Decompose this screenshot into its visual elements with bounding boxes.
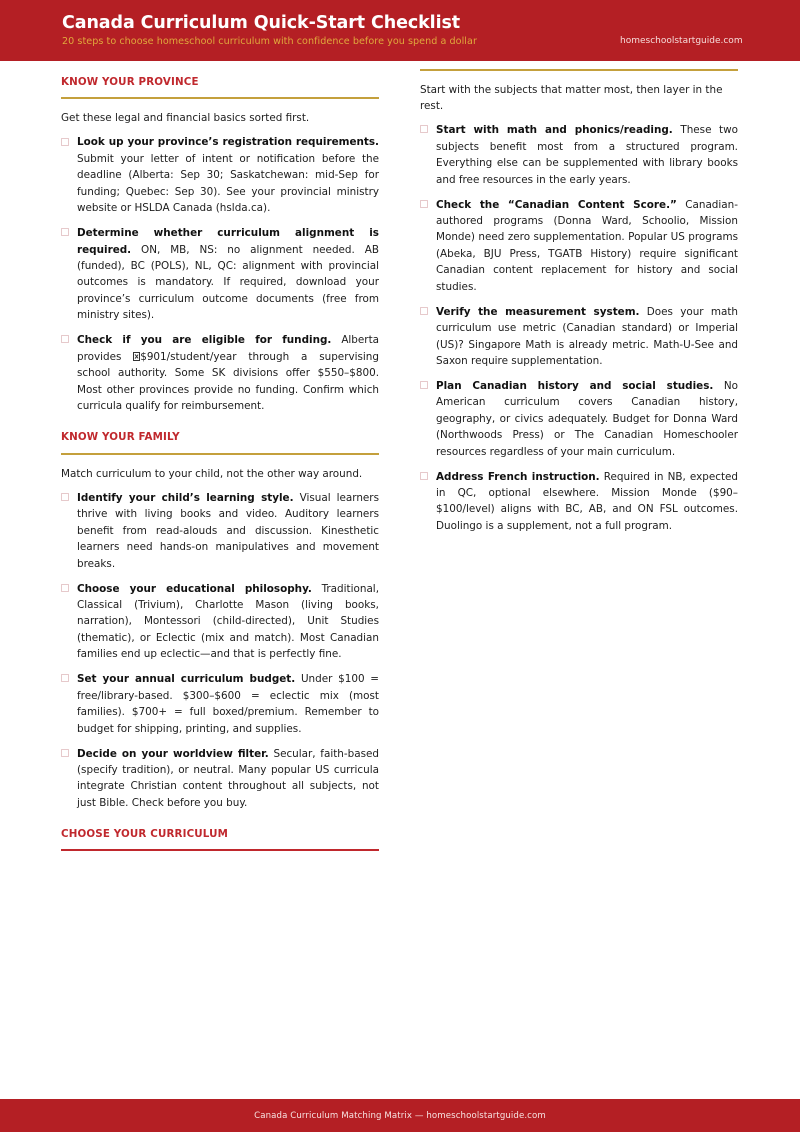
header-site-url: homeschoolstartguide.com [620, 36, 743, 46]
section-intro-text: Match curriculum to your child, not the other way around. [61, 467, 363, 480]
checklist [61, 134, 379, 414]
checklist-item-body: Does your math curriculum use metric (Canadian standard) or Imperial (US)? Singapore Math is already metric. Math-U-See and Saxon require supplementation. [436, 305, 738, 367]
section-choose-your-curriculum-continued [420, 69, 738, 534]
checklist-item[interactable] [61, 490, 379, 572]
page-footer-banner [0, 1099, 800, 1132]
section-divider-rule [61, 453, 379, 455]
checklist-item[interactable] [61, 225, 379, 324]
missing-glyph-box-icon [133, 352, 139, 360]
checklist-item-body-pre: Alberta provides [77, 334, 380, 363]
checkbox-icon[interactable] [420, 472, 428, 480]
section-heading: CHOOSE YOUR CURRICULUM [61, 828, 229, 841]
footer-text: Canada Curriculum Matching Matrix — homeschoolstartguide.com [254, 1110, 546, 1121]
section-know-your-province [61, 77, 379, 414]
left-column [61, 61, 379, 867]
checklist-item-title: Check the “Canadian Content Score.” [436, 198, 677, 211]
checklist-item-title: Address French instruction. [436, 470, 600, 483]
checklist-item-body-post: $901/student/year through a supervising school authority. Some SK divisions offer $550–$800. Most other provinces provide no funding. Confirm which curricula qualify for reimbursement. [77, 350, 379, 412]
checklist-item[interactable] [61, 332, 379, 414]
checkbox-icon[interactable] [61, 749, 69, 757]
checklist-item-title: Choose your educational philosophy. [77, 582, 312, 595]
checklist-item-title: Determine whether curriculum alignment is required. [77, 227, 379, 256]
checklist-item-title: Start with math and phonics/reading. [436, 124, 673, 137]
checklist-item-body: Traditional, Classical (Trivium), Charlotte Mason (living books, narration), Montessori (child-directed), Unit Studies (thematic), or Eclectic (mix and match). Most Canadian families end up eclectic—and that is perfectly fine. [77, 582, 379, 661]
checklist-item-title: Plan Canadian history and social studies. [436, 379, 714, 392]
checklist-item[interactable] [420, 304, 738, 370]
document-body [0, 61, 800, 1099]
checklist-item[interactable] [61, 671, 379, 737]
checklist-item-title: Identify your child’s learning style. [77, 491, 294, 504]
checklist-item-title: Check if you are eligible for funding. [77, 334, 332, 347]
checklist-item[interactable] [420, 122, 738, 188]
checklist-item-body: These two subjects benefit most from a structured program. Everything else can be supplemented with library books and free resources in the early years. [436, 124, 738, 186]
checkbox-icon[interactable] [420, 381, 428, 389]
checklist-item[interactable] [61, 746, 379, 812]
page-header-banner [0, 0, 800, 61]
checkbox-icon[interactable] [61, 674, 69, 682]
section-choose-your-curriculum [61, 829, 379, 850]
section-divider-rule-red [61, 849, 379, 851]
checkbox-icon[interactable] [420, 307, 428, 315]
checklist-item-title: Verify the measurement system. [436, 305, 640, 318]
header-text-group [0, 13, 477, 48]
checkbox-icon[interactable] [61, 335, 69, 343]
page-subtitle: 20 steps to choose homeschool curriculum with confidence before you spend a dollar [62, 36, 477, 48]
checklist-item-body: No American curriculum covers Canadian history, geography, or civics adequately. Budget for Donna Ward (Northwoods Press) or The Canadian Homeschooler resources regardless of your main curriculum. [436, 379, 738, 458]
checklist-item-title: Decide on your worldview filter. [77, 747, 269, 760]
checkbox-icon[interactable] [420, 125, 428, 133]
section-heading: KNOW YOUR FAMILY [61, 431, 180, 444]
section-intro-text: Get these legal and financial basics sorted first. [61, 112, 310, 125]
checkbox-icon[interactable] [61, 138, 69, 146]
checklist-item-body: ON, MB, NS: no alignment needed. AB (funded), BC (POLS), NL, QC: alignment with provincial outcomes is mandatory. If required, download your province’s curriculum outcome documents (free from ministry sites). [77, 243, 379, 322]
checklist-item[interactable] [61, 581, 379, 663]
checklist-item[interactable] [61, 134, 379, 216]
section-divider-rule [61, 97, 379, 99]
checkbox-icon[interactable] [61, 584, 69, 592]
checklist-item[interactable] [420, 469, 738, 535]
checkbox-icon[interactable] [61, 493, 69, 501]
checklist-item[interactable] [420, 197, 738, 296]
page-title: Canada Curriculum Quick-Start Checklist [62, 13, 461, 34]
section-heading: KNOW YOUR PROVINCE [61, 76, 199, 88]
right-column [420, 61, 738, 550]
checklist-item-body: Canadian-authored programs (Donna Ward, Schoolio, Mission Monde) need zero supplementation. Popular US programs (Abeka, BJU Press, TGATB History) require significant Canadian content replacement for history and social studies. [436, 198, 738, 293]
checklist-item-body: Submit your letter of intent or notification before the deadline (Alberta: Sep 30; Saskatchewan: mid-Sep for funding; Quebec: Sep 30). See your provincial ministry website or HSLDA Canada (hslda.ca). [77, 152, 379, 215]
checklist-item[interactable] [420, 378, 738, 460]
checklist-item-title: Look up your province’s registration requirements. [77, 136, 379, 149]
checklist-item-title: Set your annual curriculum budget. [77, 673, 296, 686]
checklist [420, 122, 738, 534]
checkbox-icon[interactable] [61, 228, 69, 236]
checkbox-icon[interactable] [420, 200, 428, 208]
checklist [61, 490, 379, 811]
checklist-item-body: Under $100 = free/library-based. $300–$600 = eclectic mix (most families). $700+ = full boxed/premium. Remember to budget for shipping, printing, and supplies. [77, 673, 379, 735]
checklist-item-body: Visual learners thrive with living books and video. Auditory learners benefit from read-alouds and discussion. Kinesthetic learners need hands-on manipulatives and movement breaks. [77, 491, 379, 570]
checklist-item-body: Required in NB, expected in QC, optional elsewhere. Mission Monde ($90–$100/level) aligns with BC, AB, and ON FSL outcomes. Duolingo is a supplement, not a full program. [436, 470, 739, 532]
section-divider-rule [420, 69, 738, 71]
checklist-item-body: Secular, faith-based (specify tradition), or neutral. Many popular US curricula integrate Christian content throughout all subjects, not just Bible. Check before you buy. [77, 747, 379, 809]
section-intro-text: Start with the subjects that matter most, then layer in the rest. [420, 84, 723, 113]
section-know-your-family [61, 432, 379, 811]
